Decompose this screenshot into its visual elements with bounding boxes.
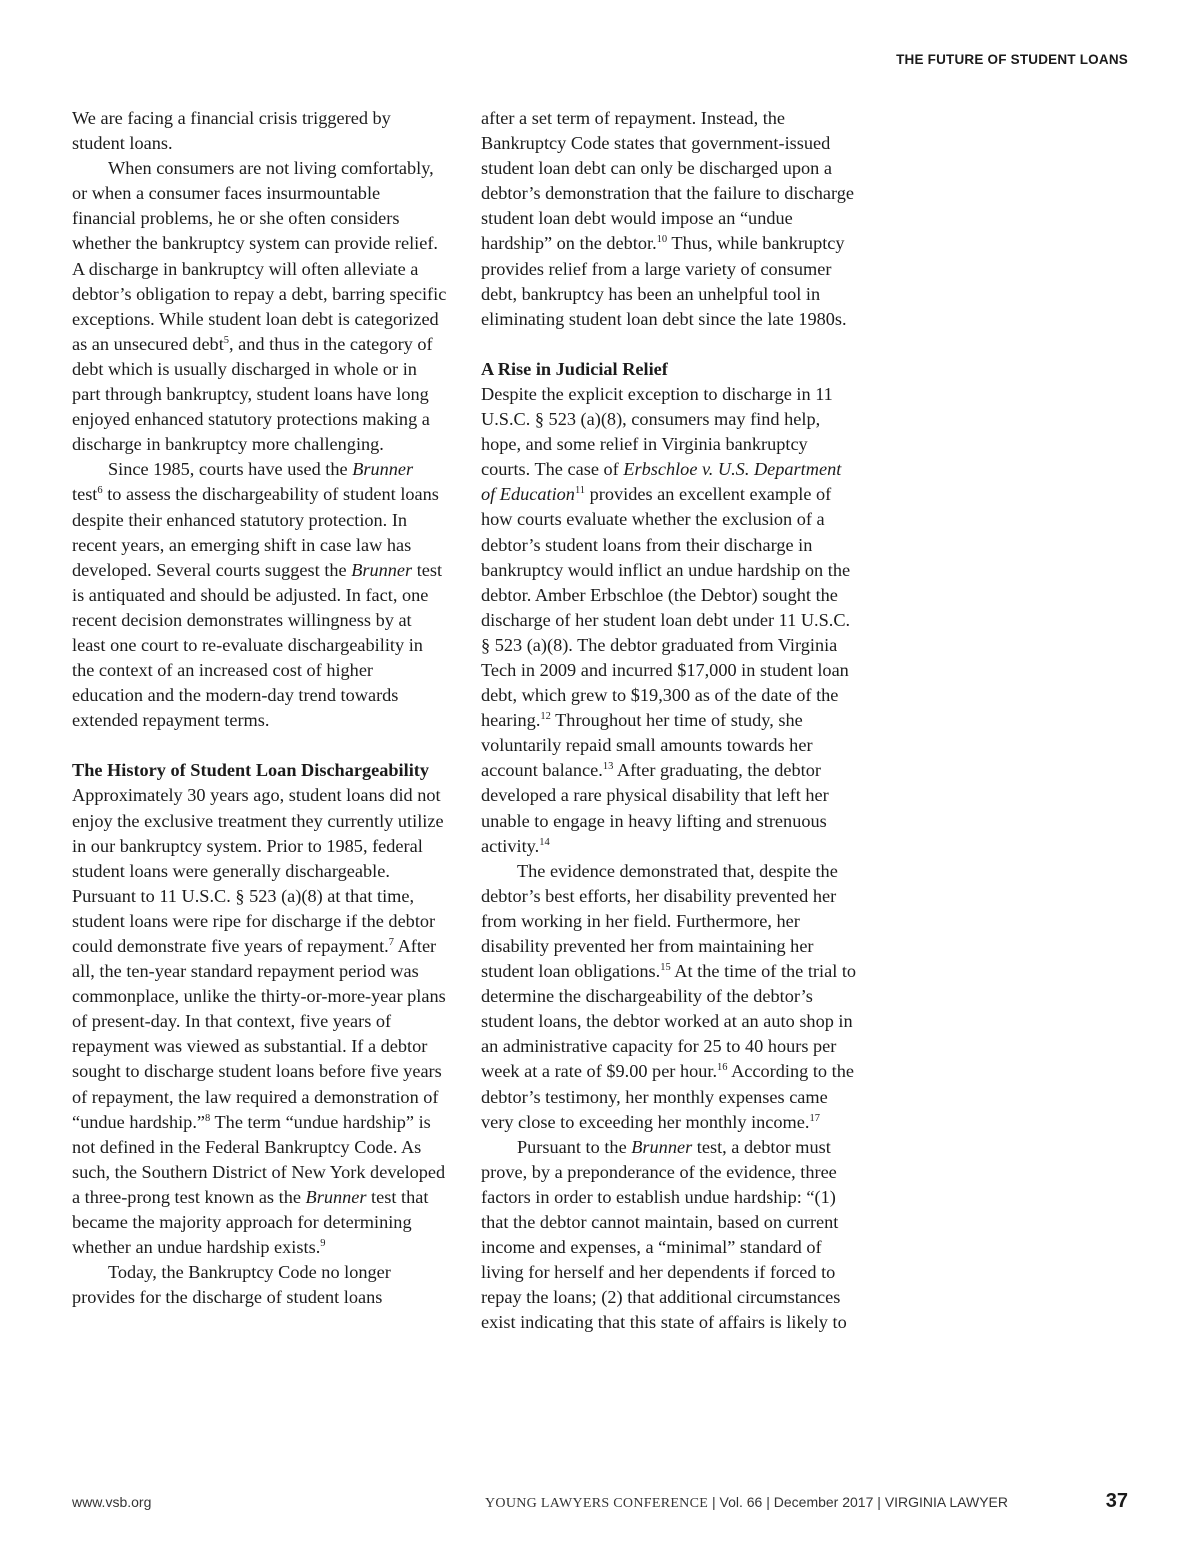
footer-website: www.vsb.org [72,1494,152,1510]
case-name: Brunner [352,459,414,480]
footnote-ref: 13 [602,761,614,773]
case-name: Brunner [305,1186,367,1207]
case-name: Brunner [631,1136,693,1157]
running-title: THE FUTURE OF STUDENT LOANS [896,52,1128,67]
case-name: Erbschloe v. U.S. Department of Education [481,459,842,505]
footer-volume: Vol. 66 [719,1494,763,1510]
footnote-ref: 12 [540,711,551,723]
page-number: 37 [1105,1490,1128,1512]
footnote-ref: 5 [223,334,230,346]
footnote-ref: 17 [809,1112,820,1124]
footer-publication: YOUNG LAWYERS CONFERENCE | Vol. 66 | December 2017 | VIRGINIA LAWYER [485,1494,1008,1511]
paragraph: The evidence demonstrated that, despite the debtor’s best efforts, her disability prevented her from working in her field. Furthermore, her disability prevented her from maintaining her student loan obligations.$^{15}$ At the time of the trial to determine the dischargeability of the debtor’s student loans, the debtor worked at an auto shop in an administrative capacity for 25 to 40 hours per week at a rate of $9.00 per hour.$^{16}$ According to the debtor’s testimony, her monthly expenses came very close to exceeding her monthly income.$^{17}$ [481,860,857,1132]
paragraph: Since 1985, courts have used the Brunner test$^6$ to assess the dischargeability of student loans despite their enhanced statutory protection. In recent years, an emerging shift in case law has developed. Several courts suggest the Brunner test is antiquated and should be adjusted. In fact, one recent decision demonstrates willingness by at least one court to re-evaluate dischargeability in the context of an increased cost of higher education and the modern-day trend towards extended repayment terms. [72,459,443,731]
paragraph: Pursuant to the Brunner test, a debtor must prove, by a preponderance of the evidence, three factors in order to establish undue hardship: “(1) that the debtor cannot maintain, based on current income and expenses, a “minimal” standard of living for herself and her dependents if forced to repay the loans; (2) that additional circumstances exist indicating that this state of affairs is likely to [481,1136,847,1333]
paragraph: We are facing a financial crisis triggered by student loans. [72,108,391,154]
paragraph: after a set term of repayment. Instead, the Bankruptcy Code states that government-issued student loan debt can only be discharged upon a debtor’s demonstration that the failure to discharge student loan debt would impose an “undue hardship” on the debtor.$^{10}$ Thus, while bankruptcy provides relief from a large variety of consumer debt, bankruptcy has been an unhelpful tool in eliminating student loan debt since the late 1980s. [481,108,854,329]
footer-conference: YOUNG LAWYERS CONFERENCE [485,1496,709,1511]
paragraph: Approximately 30 years ago, student loans did not enjoy the exclusive treatment they currently utilize in our bankruptcy system. Prior to 1985, federal student loans were generally dischargeable. Pursuant to 11 U.S.C. § 523 (a)(8) at that time, student loans were ripe for discharge if the debtor could demonstrate five years of repayment.$^7$ After all, the ten-year standard repayment period was commonplace, unlike the thirty-or-more-year plans of present-day. In that context, five years of repayment was viewed as substantial. If a debtor sought to discharge student loans before five years of repayment, the law required a demonstration of “undue hardship.”$^8$ The term “undue hardship” is not defined in the Federal Bankruptcy Code. As such, the Southern District of New York developed a three-prong test known as the Brunner test that became the majority approach for determining whether an undue hardship exists.$^9$ [72,785,446,1258]
section-heading: The History of Student Loan Dischargeability [72,760,430,781]
footnote-ref: 11 [574,485,586,497]
footnote-ref: 6 [97,485,103,497]
footer-date: December 2017 [773,1494,874,1510]
footnote-ref: 16 [717,1062,728,1074]
footer-magazine: VIRGINIA LAWYER [884,1494,1008,1510]
footnote-ref: 9 [320,1238,326,1250]
article-column-right [481,106,857,1336]
footnote-ref: 8 [205,1112,211,1124]
paragraph: Today, the Bankruptcy Code no longer provides for the discharge of student loans [72,1262,391,1308]
footnote-ref: 14 [539,836,550,848]
footnote-ref: 7 [388,936,395,948]
footnote-ref: 10 [656,234,668,246]
section-heading: A Rise in Judicial Relief [481,358,668,379]
article-column-left [72,106,448,1310]
case-name: Brunner [351,559,413,580]
paragraph: Despite the explicit exception to discharge in 11 U.S.C. § 523 (a)(8), consumers may find help, hope, and some relief in Virginia bankruptcy courts. The case of Erbschloe v. U.S. Department of Education$^{11}$ provides an excellent example of how courts evaluate whether the exclusion of a debtor’s student loans from their discharge in bankruptcy would inflict an undue hardship on the debtor. Amber Erbschloe (the Debtor) sought the discharge of her student loan debt under 11 U.S.C. § 523 (a)(8). The debtor graduated from Virginia Tech in 2009 and incurred $17,000 in student loan debt, which grew to $19,300 as of the date of the hearing.$^{12}$ Throughout her time of study, she voluntarily repaid small amounts towards her account balance.$^{13}$ After graduating, the debtor developed a rare physical disability that left her unable to engage in heavy lifting and strenuous activity.$^{14}$ [481,383,851,856]
footnote-ref: 15 [660,962,671,973]
paragraph: When consumers are not living comfortably, or when a consumer faces insurmountable financial problems, he or she often considers whether the bankruptcy system can provide relief. A discharge in bankruptcy will often alleviate a debtor’s obligation to repay a debt, barring specific exceptions. While student loan debt is categorized as an unsecured debt$^5$, and thus in the category of debt which is usually discharged in whole or in part through bankruptcy, student loans have long enjoyed enhanced statutory protections making a discharge in bankruptcy more challenging. [72,158,447,455]
